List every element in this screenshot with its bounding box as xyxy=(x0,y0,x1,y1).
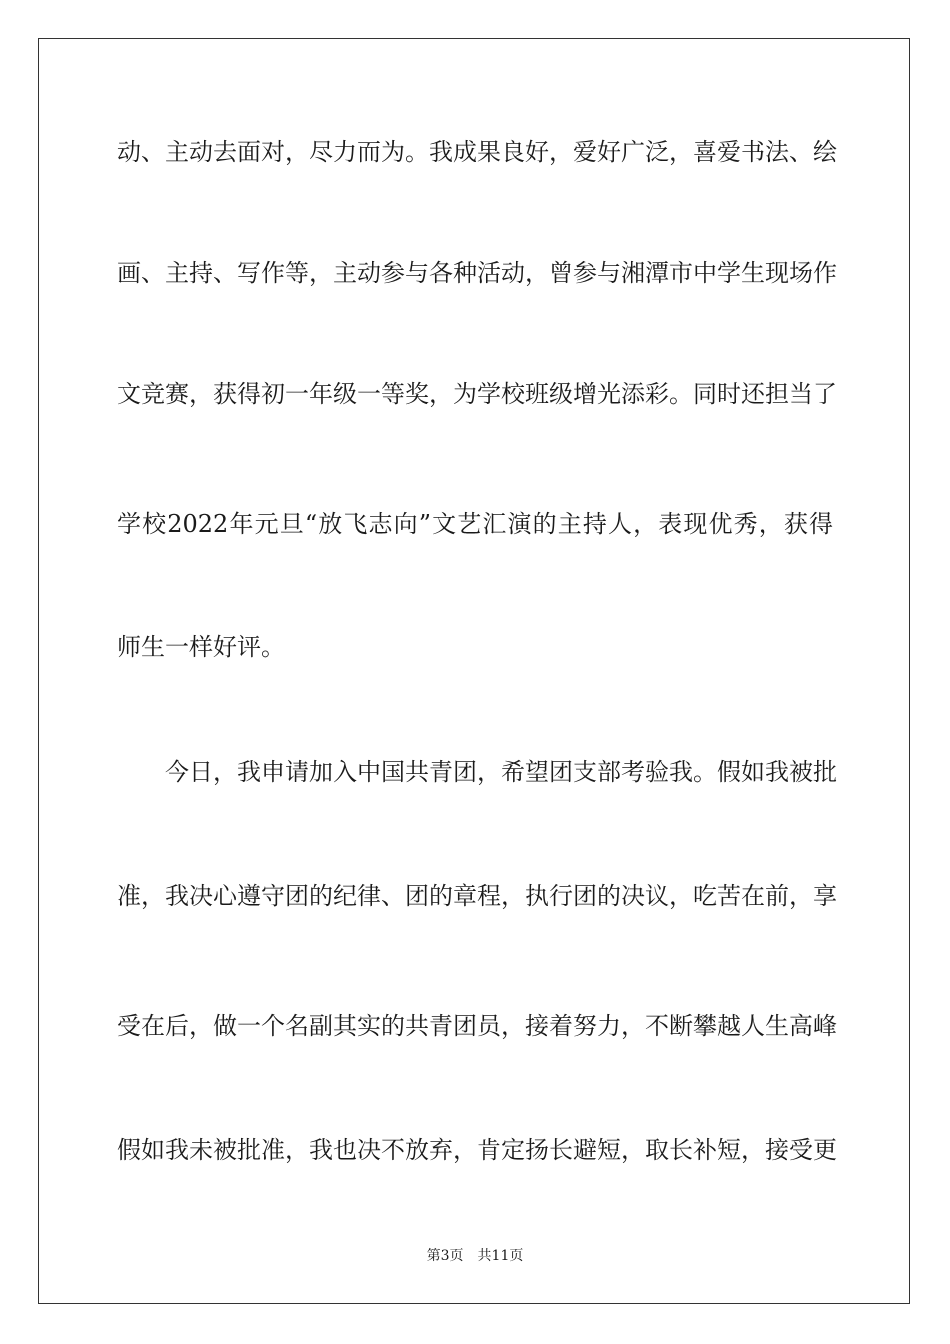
page-number: 第3页 xyxy=(426,1248,464,1264)
text-line: 受在后，做一个名副其实的共青团员，接着努力，不断攀越人生高峰 xyxy=(117,1012,837,1040)
text-line: 今日，我申请加入中国共青团，希望团支部考验我。假如我被批 xyxy=(165,758,837,786)
text-line: 动、主动去面对，尽力而为。我成果良好，爱好广泛，喜爱书法、绘 xyxy=(117,138,837,166)
text-line: 准，我决心遵守团的纪律、团的章程，执行团的决议，吃苦在前，享 xyxy=(117,882,837,910)
page-total: 共11页 xyxy=(477,1248,524,1264)
text-line: 学校2022年元旦“放飞志向”文艺汇演的主持人，表现优秀，获得 xyxy=(117,510,833,538)
text-line: 假如我未被批准，我也决不放弃，肯定扬长避短，取长补短，接受更 xyxy=(117,1136,837,1164)
text-line: 画、主持、写作等，主动参与各种活动，曾参与湘潭市中学生现场作 xyxy=(117,259,837,287)
text-line: 文竞赛，获得初一年级一等奖，为学校班级增光添彩。同时还担当了 xyxy=(117,380,837,408)
text-line: 师生一样好评。 xyxy=(117,633,285,661)
page-footer xyxy=(0,1247,950,1265)
page-border xyxy=(38,38,910,1304)
